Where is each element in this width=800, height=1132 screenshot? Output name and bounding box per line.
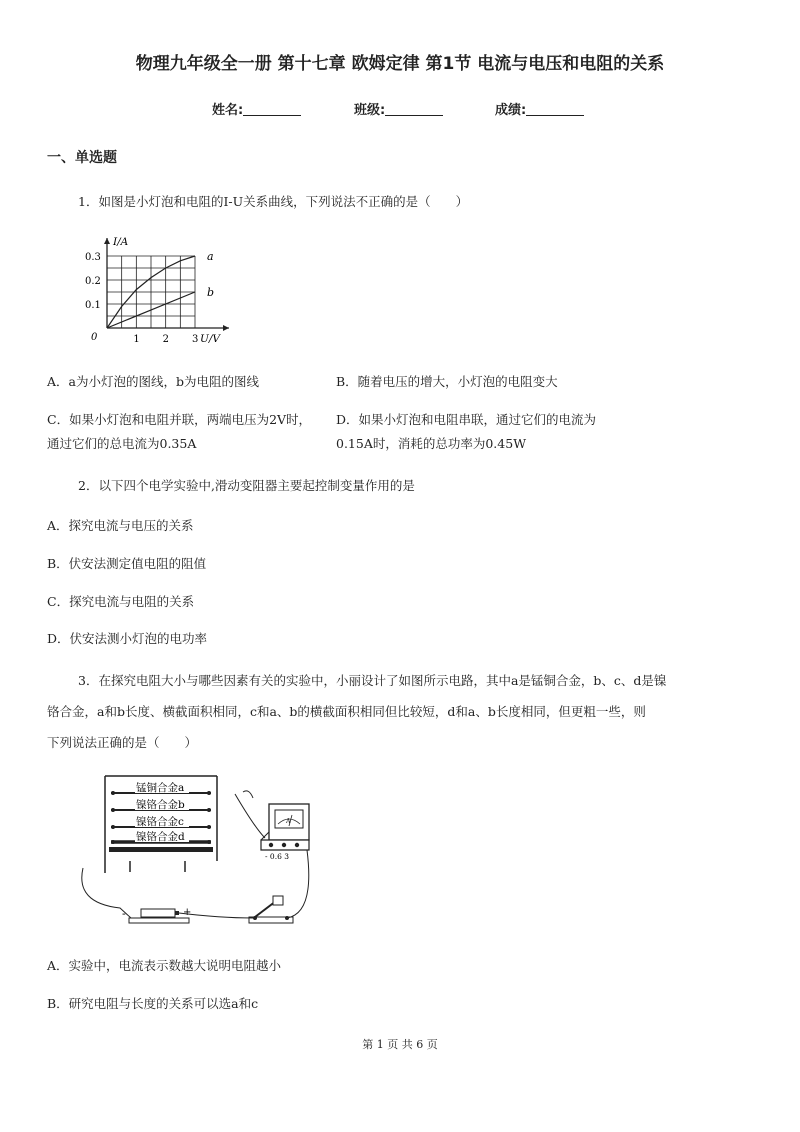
battery-minus: - <box>122 907 126 920</box>
page-footer: 第 1 页 共 6 页 <box>362 1038 438 1051</box>
q3-stem-line1: 3．在探究电阻大小与哪些因素有关的实验中，小丽设计了如图所示电路，其中a是锰铜合金，b、c、d是镍 <box>78 673 667 688</box>
wire-label-a: 锰铜合金a <box>136 782 185 794</box>
q2-option-b: B．伏安法测定值电阻的阻值 <box>47 556 207 571</box>
wire-label-c: 镍铬合金c <box>136 816 184 828</box>
class-label: 班级: <box>354 103 386 118</box>
resistor-board <box>105 776 217 873</box>
score-field <box>495 99 584 118</box>
q2-option-d: D．伏安法测小灯泡的电功率 <box>47 631 208 646</box>
ammeter-label: A <box>286 818 291 825</box>
q3-option-b: B．研究电阻与长度的关系可以选a和c <box>47 996 259 1011</box>
wire-label-b: 镍铬合金b <box>136 799 185 811</box>
y-axis-label: I/A <box>113 236 129 248</box>
wire-label-d: 镍铬合金d <box>136 831 185 843</box>
x-tick-label: 2 <box>162 334 170 345</box>
y-tick-label: 0.2 <box>85 276 101 287</box>
q1-option-a: A．a为小灯泡的图线，b为电阻的图线 <box>47 374 259 389</box>
circuit-diagram <box>75 768 335 938</box>
ammeter <box>261 804 309 861</box>
battery <box>122 907 191 923</box>
class-blank <box>385 103 443 116</box>
q2-stem: 2．以下四个电学实验中,滑动变阻器主要起控制变量作用的是 <box>78 478 415 493</box>
x-axis-label: U/V <box>200 333 220 345</box>
q1-stem: 1．如图是小灯泡和电阻的I-U关系曲线，下列说法不正确的是（ ） <box>78 194 469 209</box>
score-blank <box>526 103 584 116</box>
q1-option-d-line2: 0.15A时，消耗的总功率为0.45W <box>336 436 527 451</box>
y-tick-label: 0.3 <box>85 252 101 263</box>
name-blank <box>243 103 301 116</box>
q3-option-a: A．实验中，电流表示数越大说明电阻越小 <box>47 958 282 973</box>
q1-option-c-line1: C．如果小灯泡和电阻并联，两端电压为2V时， <box>47 412 312 427</box>
x-tick-label: 1 <box>133 334 140 345</box>
battery-plus: + <box>183 907 192 918</box>
series-label-b: b <box>207 286 215 299</box>
q1-option-b: B．随着电压的增大，小灯泡的电阻变大 <box>336 374 558 389</box>
document-title: 物理九年级全一册 第十七章 欧姆定律 第1节 电流与电压和电阻的关系 <box>135 54 665 74</box>
origin-label: 0 <box>91 332 98 343</box>
chart-grid <box>107 256 195 328</box>
name-field <box>212 99 301 118</box>
section-title: 一、单选题 <box>47 150 117 166</box>
q2-option-c: C．探究电流与电阻的关系 <box>47 594 195 609</box>
x-tick-label: 3 <box>192 334 199 345</box>
series-label-a: a <box>207 250 214 263</box>
iu-chart <box>85 232 235 350</box>
q2-option-a: A．探究电流与电压的关系 <box>47 518 194 533</box>
score-label: 成绩: <box>495 103 527 118</box>
q1-option-d-line1: D．如果小灯泡和电阻串联，通过它们的电流为 <box>336 412 597 427</box>
q3-stem-line3: 下列说法正确的是（ ） <box>47 735 198 750</box>
q1-option-c-line2: 通过它们的总电流为0.35A <box>47 436 197 451</box>
class-field <box>354 99 443 118</box>
y-tick-label: 0.1 <box>85 300 101 311</box>
q3-stem-line2: 铬合金，a和b长度、横截面积相同，c和a、b的横截面积相同但比较短，d和a、b长度相同，但更粗一些，则 <box>47 704 646 719</box>
x-axis-arrow <box>223 325 229 331</box>
ammeter-terminals: - 0.6 3 <box>265 852 290 861</box>
name-label: 姓名: <box>212 103 244 118</box>
y-axis-arrow <box>104 238 110 244</box>
switch <box>249 896 293 923</box>
